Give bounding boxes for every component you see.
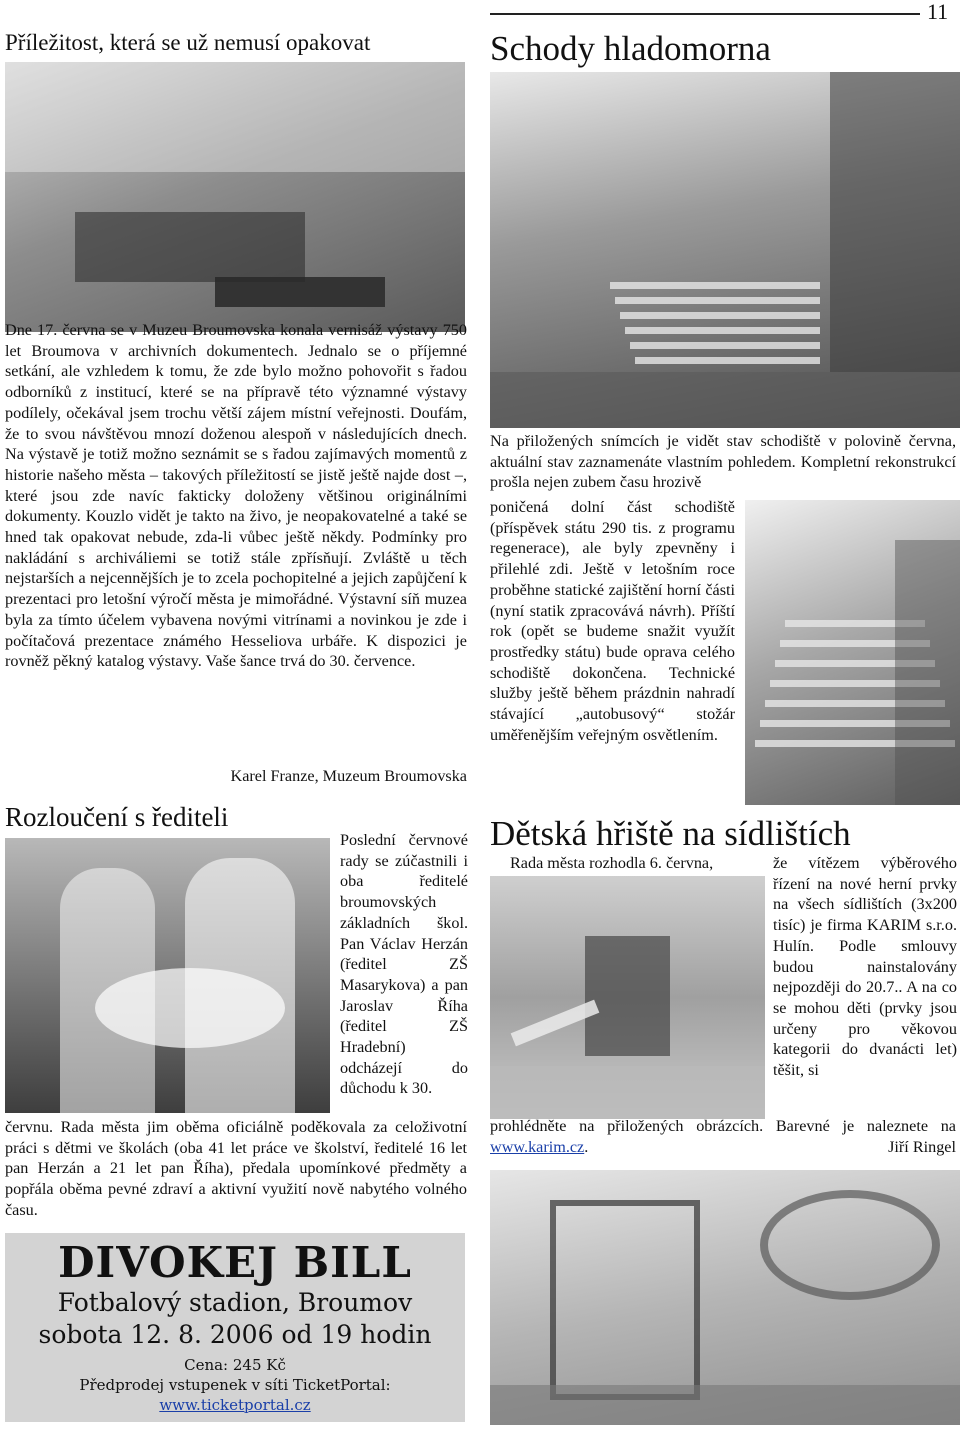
article-title-playground: Dětská hřiště na sídlištích — [490, 814, 851, 853]
article-title-exhibition: Příležitost, která se už nemusí opakovat — [5, 30, 371, 55]
ad-url-link[interactable]: www.ticketportal.cz — [159, 1396, 311, 1414]
photo-playground-tower — [585, 936, 670, 1056]
photo-stairs-current-wall — [895, 540, 960, 805]
ad-title: DIVOKEJ BILL — [58, 1238, 412, 1287]
header-rule — [490, 13, 920, 15]
photo-playground-sand — [490, 1066, 765, 1119]
photo-playground-climbing — [490, 1170, 960, 1425]
photo-stairs-june — [490, 72, 960, 428]
photo-stairs-june-gravel — [490, 372, 960, 428]
ad-price: Cena: 245 Kč — [184, 1356, 286, 1374]
page-number: 11 — [927, 0, 949, 24]
photo-directors-flowers — [95, 968, 285, 1048]
photo-directors — [5, 838, 330, 1113]
article-body-stairs: Na přiložených snímcích je vidět stav schodiště v polovině června, aktuální stav zaznamenáte vlastním pohledem. Kompletní rekonstrukcí prošla nejen zubem času hrozivě — [490, 432, 956, 492]
article-body-exhibition: Dne 17. června se v Muzeu Broumovska konala vernisáž výstavy 750 let Broumova v archivních dokumentech. Jednalo se o příjemné setkání, ale vzhledem k tomu, že zde bylo možno pohovořit s řadou odborníků z institucí, které se na přípravě této významné výstavy podílely, očekával jsem trochu větší zájem místní veřejnosti. Doufám, že to svou návštěvou mnozí doženou alespoň v následujících dnech. Na výstavě je totiž možno seznámit se s řadou zajímavých momentů z historie našeho města – takových příležitostí se jistě ještě najde dost –, které jsou zde navíc fakticky doloženy většinou originálními dokumenty. Kouzlo vidět je takto na živo, je neopakovatelné a také se hned tak opakovat nebude, zda-li vůbec ještě někdy. Podmínky pro nakládání s archiváliemi se totiž stále zpřísňují. Zvláště u těch nejstarších a nejcennějších je to zcela pochopitelné a jejich zapůjčení k prezentaci pro letošní výročí města je mimořádné. Výstavní síň muzea byla za tímto účelem vybavena novými vitrínami a novinkou je zde i počítačová prezentace známého Hesseliova urbáře. K dispozici je rovněž pěkný katalog výstavy. Vaše šance trvá do 30. července. — [5, 321, 467, 671]
photo-exhibition-crowd — [75, 212, 305, 282]
article-body-stairs-side: poničená dolní část schodiště (příspěvek státu 290 tis. z programu regenerace), ale byly zpevněny i přilehlé zdi. Ještě v letošním roce proběhne statické zajištění horní části (nyní statik zpracovává návrh). Příští rok (opět se budeme snažit využít prostředky státu) bude oprava celého schodiště dokončena. Technické služby ještě během prázdnin nahradí stávající „autobusový“ stožár uměřenějším veřejným osvětlením. — [490, 498, 735, 744]
photo-playground-rings — [760, 1190, 940, 1300]
ad-date: sobota 12. 8. 2006 od 19 hodin — [38, 1320, 432, 1349]
article-author-playground: Jiří Ringel — [888, 1137, 956, 1156]
ad-presale: Předprodej vstupenek v síti TicketPortal: — [79, 1376, 391, 1394]
article-title-farewell: Rozloučení s řediteli — [5, 802, 229, 832]
concert-ad — [5, 1233, 465, 1422]
ad-venue: Fotbalový stadion, Broumov — [57, 1288, 413, 1317]
photo-playground-ground — [490, 1385, 960, 1425]
photo-exhibition — [5, 62, 465, 332]
photo-stairs-june-building — [830, 72, 960, 372]
karim-link[interactable]: www.karim.cz — [490, 1137, 585, 1156]
article-intro-playground: Rada města rozhodla 6. června, — [510, 854, 714, 872]
photo-playground-slide — [490, 876, 765, 1119]
photo-exhibition-ceiling — [5, 62, 465, 172]
photo-playground-frame — [550, 1200, 700, 1400]
article-body-farewell-side: Poslední červnové rady se zúčastnili i oba ředitelé broumovských základních škol. Pan Václav Herzán (ředitel ZŠ Masarykova) a pan Jaroslav Říha (ředitel ZŠ Hradební) odcházejí do důchodu k 30. — [340, 831, 468, 1098]
article-body-playground: prohlédněte na přiložených obrázcích. Barevné je naleznete na www.karim.cz. Jiří Ringel — [490, 1117, 956, 1156]
article-author-exhibition: Karel Franze, Muzeum Broumovska — [230, 767, 467, 785]
article-body-playground-side: že vítězem výběrového řízení na nové herní prvky na všech sídlištích (3x200 tisíc) je firma KARIM s.r.o. Hulín. Podle smlouvy budou nainstalovány nejpozději do 20.7.. A na co se mohou děti (prvky jsou určeny pro věkovou kategorii do dvanácti let) těšit, si — [773, 854, 957, 1080]
photo-stairs-current — [745, 500, 960, 805]
article-body-farewell: červnu. Rada města jim oběma oficiálně poděkovala za celoživotní práci s dětmi ve školách (oba 41 let práce ve školství, ředitelé 16 let pan Herzán a 21 let pan Říha), předala upomínkové předměty a popřála oběma pevné zdraví a aktivní využití nově nabytého volného času. — [5, 1118, 467, 1219]
article-title-stairs: Schody hladomorna — [490, 29, 771, 68]
